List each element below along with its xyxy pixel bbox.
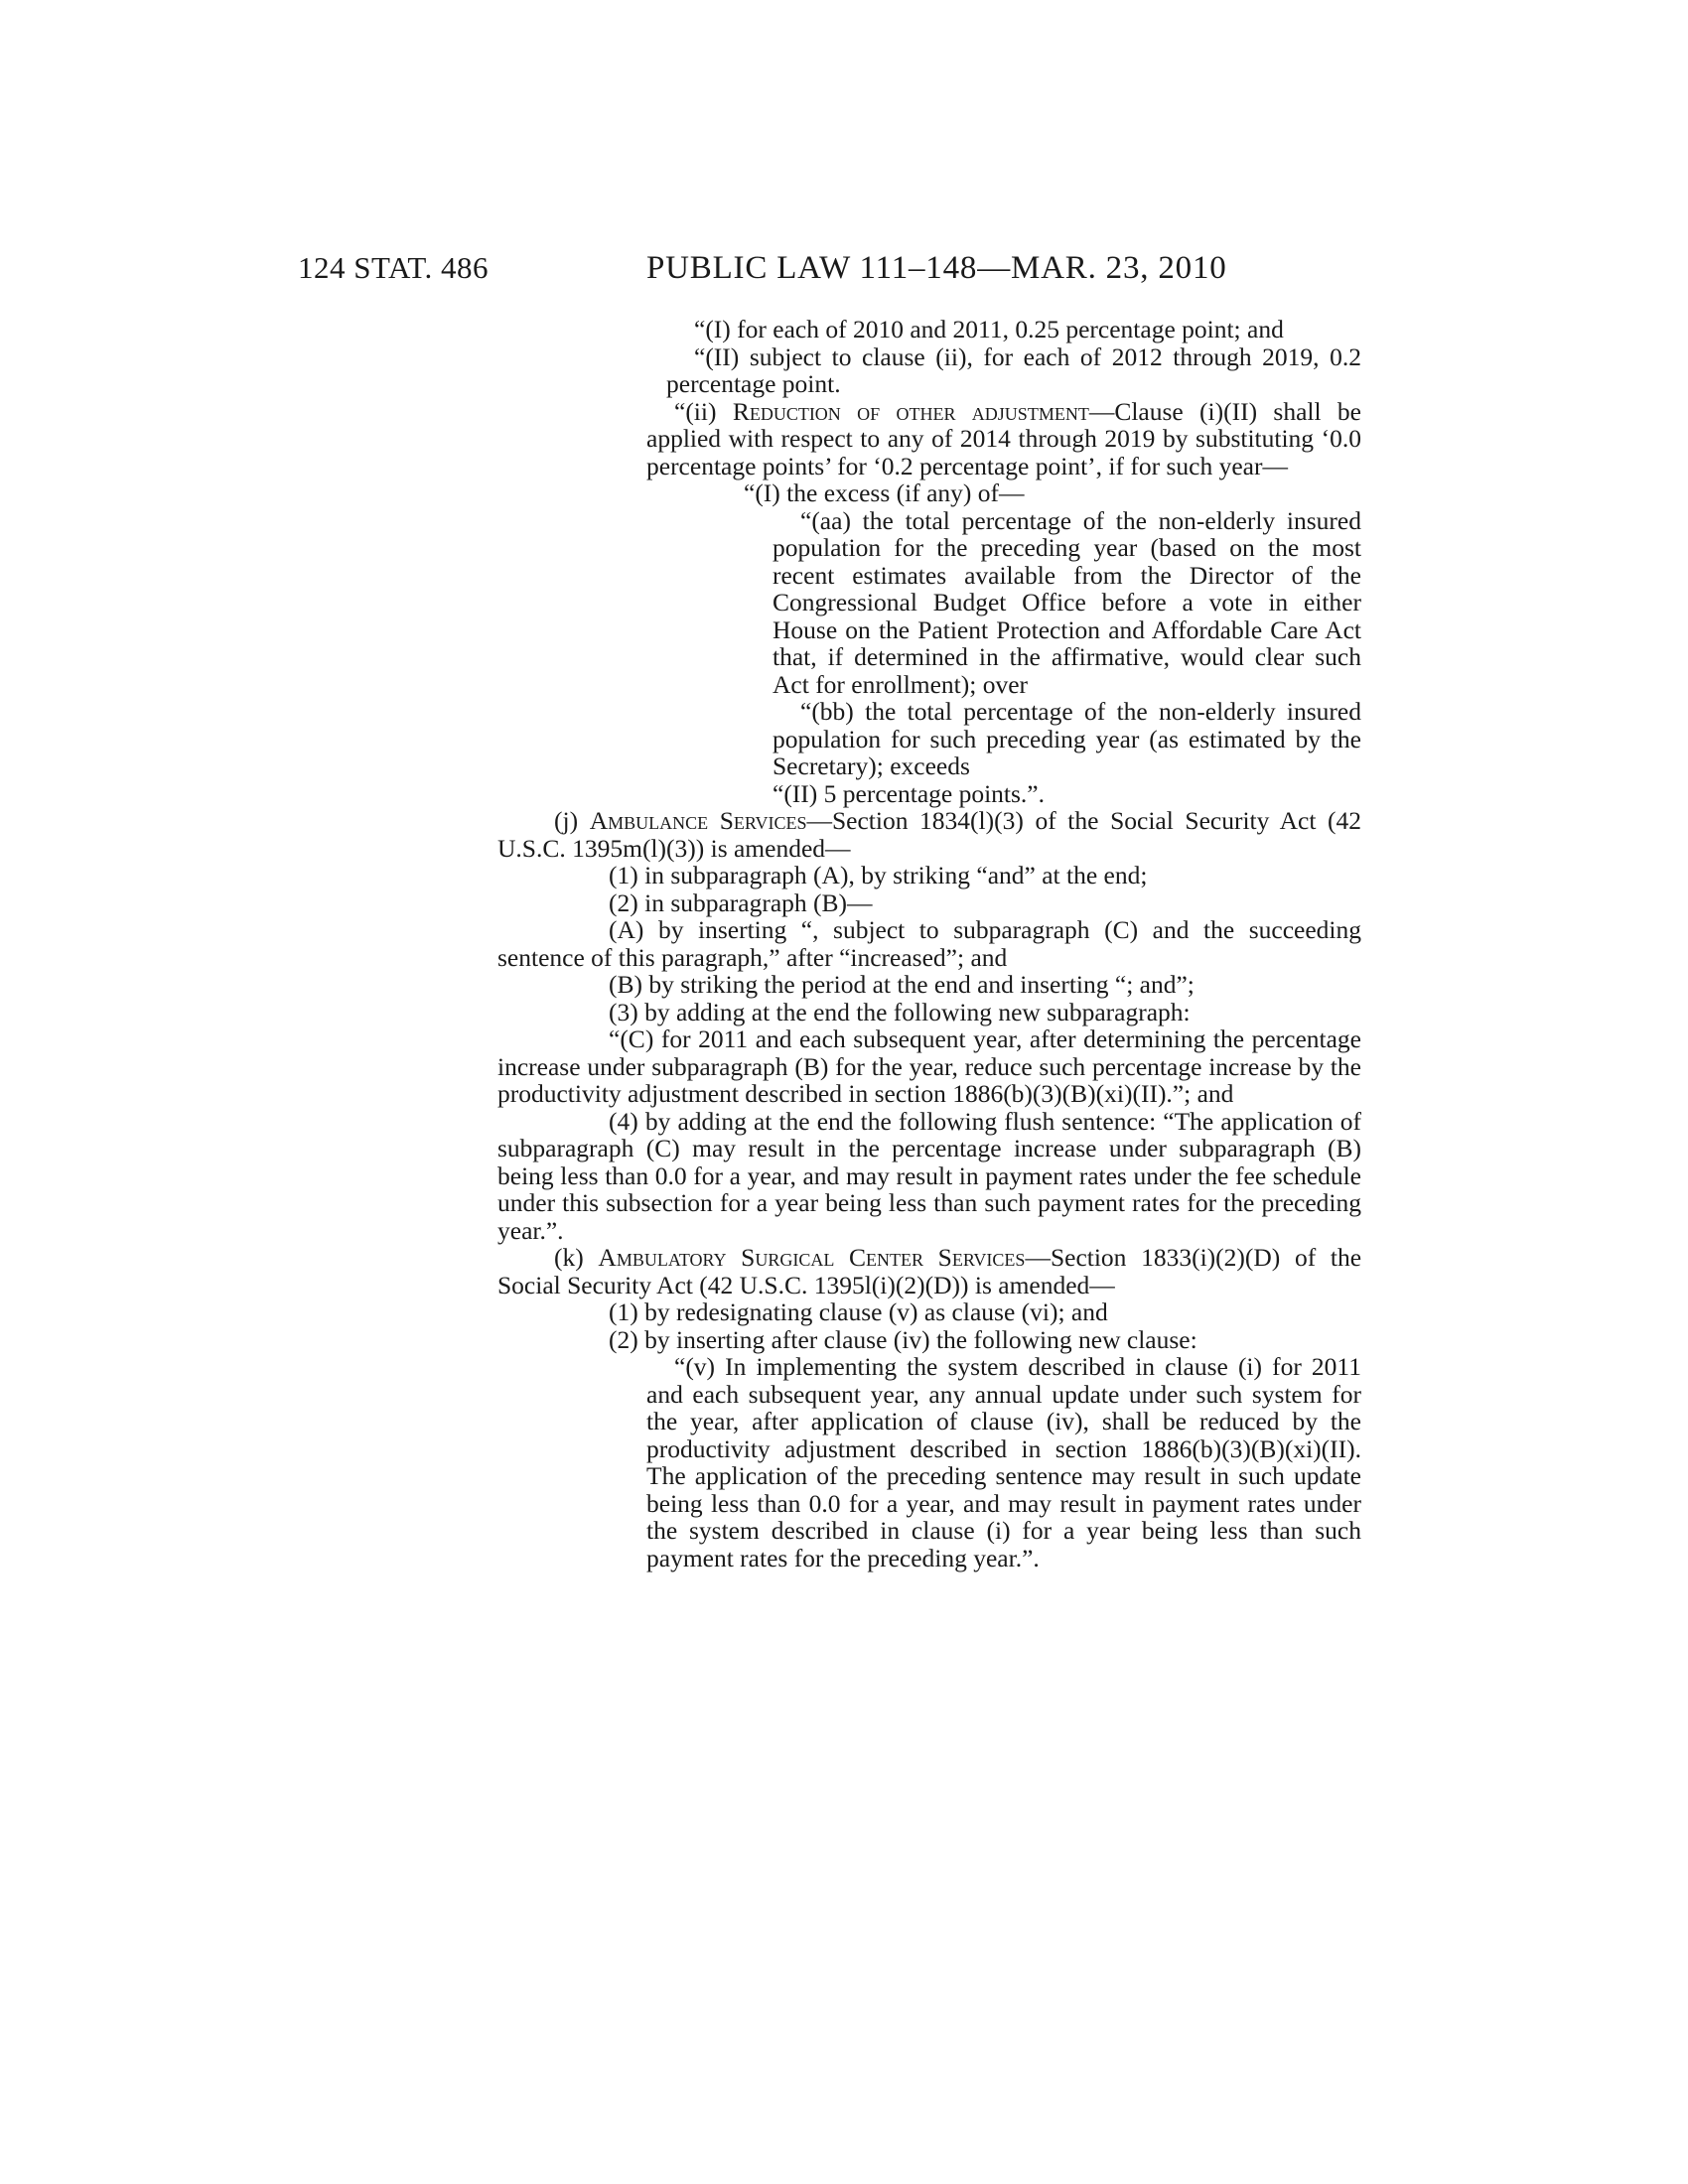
amend-j-3-C: “(C) for 2011 and each subsequent year, after determining the percentage increase under subparagraph (B) for the year, reduce such percentage increase by the productivity adjustment described in section 1886(b)(3)(B)(xi)(II).”; and	[497, 1024, 1361, 1108]
amend-j-3: (3) by adding at the end the following new subparagraph:	[609, 997, 1191, 1026]
new-clause-v: “(v) In implementing the system described in clause (i) for 2011 and each subsequent year, any annual update under such system for the year, after application of clause (iv), shall be reduced by the productivity adjustment described in section 1886(b)(3)(B)(xi)(II). The application of the preceding sentence may result in such update being less than 0.0 for a year, and may result in payment rates under the system described in clause (i) for a year being less than such payment rates for the preceding year.”.	[646, 1352, 1361, 1572]
amend-j-2: (2) in subparagraph (B)—	[609, 887, 873, 917]
stat-reference: 124 STAT. 486	[298, 250, 490, 285]
clause-ii	[497, 398, 1361, 480]
item-aa: “(aa) the total percentage of the non-elderly insured population for the preceding year (based on the most recent estimates available from the Director of the Congressional Budget Office before a vote in either House on the Patient Protection and Affordable Care Act that, if determined in the affirmative, would clear such Act for enrollment); over	[773, 505, 1361, 699]
amend-j-2-A: (A) by inserting “, subject to subparagraph (C) and the succeeding sentence of this paragraph,” after “increased”; and	[497, 915, 1361, 972]
subclause-II: “(II) 5 percentage points.”.	[773, 778, 1045, 808]
amend-j-4: (4) by adding at the end the following flush sentence: “The application of subparagraph (C) may result in the percentage increase under subparagraph (B) being less than 0.0 for a year, and may result in payment rates under the fee schedule under this subsection for a year being less than such payment rates for the preceding year.”.	[497, 1106, 1361, 1245]
section-k	[497, 1244, 1361, 1298]
clause-i-I: “(I) for each of 2010 and 2011, 0.25 percentage point; and	[694, 315, 1284, 343]
amend-k-1: (1) by redesignating clause (v) as clause (vi); and	[609, 1297, 1108, 1326]
item-bb: “(bb) the total percentage of the non-elderly insured population for such preceding year (as estimated by the Secretary); exceeds	[773, 697, 1361, 780]
clause-i-II: “(II) subject to clause (ii), for each of 2012 through 2019, 0.2 percentage point.	[666, 341, 1361, 398]
clause-ii-caption: Reduction of other adjustment	[732, 396, 1089, 426]
section-k-caption: Ambulatory Surgical Center Services	[598, 1243, 1026, 1272]
amend-k-2: (2) by inserting after clause (iv) the following new clause:	[609, 1324, 1197, 1354]
section-k-label: (k)	[554, 1243, 599, 1272]
document-body	[497, 316, 1361, 1571]
clause-ii-label: “(ii)	[674, 396, 733, 426]
amend-j-1: (1) in subparagraph (A), by striking “and” at the end;	[609, 861, 1148, 889]
section-j-caption: Ambulance Services	[589, 806, 807, 835]
section-j-text: —Section 1834(l)(3) of the Social Security Act (42 U.S.C. 1395m(l)(3)) is amended—	[497, 806, 1362, 863]
section-j-label: (j)	[554, 806, 590, 835]
amend-j-2-B: (B) by striking the period at the end and inserting “; and”;	[609, 970, 1195, 999]
section-k-text: —Section 1833(i)(2)(D) of the Social Security Act (42 U.S.C. 1395l(i)(2)(D)) is amended—	[497, 1243, 1362, 1299]
subclause-I: “(I) the excess (if any) of—	[744, 478, 1025, 507]
section-j	[497, 807, 1361, 862]
page-title: PUBLIC LAW 111–148—MAR. 23, 2010	[646, 250, 1227, 286]
clause-ii-text: —Clause (i)(II) shall be applied with respect to any of 2014 through 2019 by substituting ‘0.0 percentage points’ for ‘0.2 percentage point’, if for such year—	[646, 396, 1361, 480]
